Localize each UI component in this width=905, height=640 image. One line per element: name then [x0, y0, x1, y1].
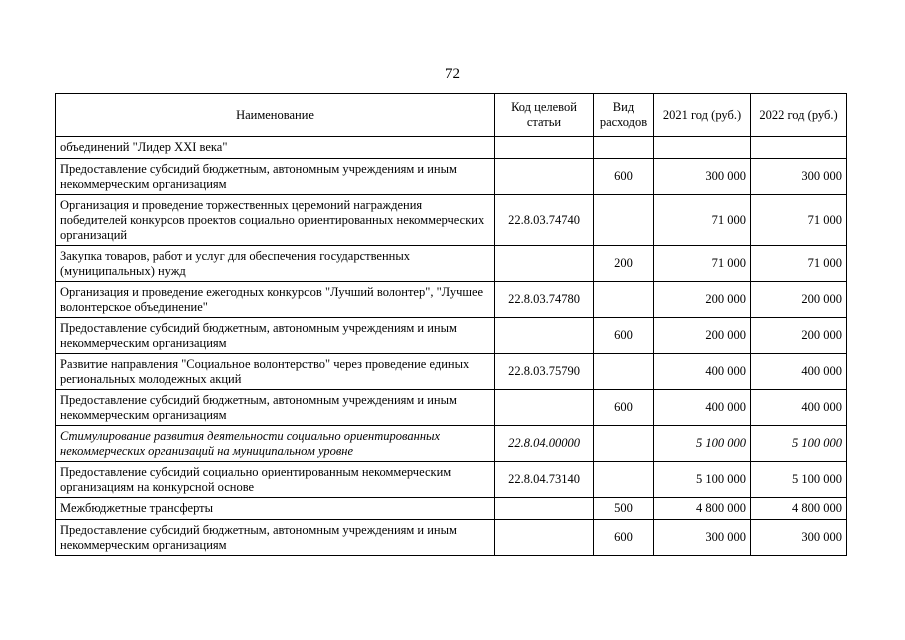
table-row — [56, 462, 847, 498]
cell-2022: 200 000 — [751, 282, 847, 318]
cell-code: 22.8.04.73140 — [495, 462, 594, 498]
header-2022: 2022 год (руб.) — [751, 94, 847, 137]
cell-name: Организация и проведение торжественных церемоний награждения победителей конкурсов проектов социально ориентированных некоммерческих организаций — [56, 195, 495, 246]
cell-name: Предоставление субсидий бюджетным, автономным учреждениям и иным некоммерческим организациям — [56, 520, 495, 556]
cell-vid: 500 — [594, 498, 654, 520]
cell-2022 — [751, 137, 847, 159]
cell-2022: 200 000 — [751, 318, 847, 354]
cell-vid — [594, 426, 654, 462]
cell-2022: 300 000 — [751, 159, 847, 195]
cell-vid — [594, 462, 654, 498]
table-row — [56, 159, 847, 195]
cell-vid: 600 — [594, 390, 654, 426]
cell-name: Предоставление субсидий бюджетным, автономным учреждениям и иным некоммерческим организациям — [56, 390, 495, 426]
cell-2021: 71 000 — [654, 195, 751, 246]
cell-vid: 600 — [594, 520, 654, 556]
cell-2022: 71 000 — [751, 246, 847, 282]
cell-2021: 200 000 — [654, 318, 751, 354]
cell-name: Организация и проведение ежегодных конкурсов "Лучший волонтер", "Лучшее волонтерское объединение" — [56, 282, 495, 318]
cell-code — [495, 246, 594, 282]
header-name: Наименование — [56, 94, 495, 137]
cell-code: 22.8.03.74740 — [495, 195, 594, 246]
cell-2022: 5 100 000 — [751, 462, 847, 498]
cell-name: Развитие направления "Социальное волонтерство" через проведение единых региональных молодежных акций — [56, 354, 495, 390]
header-code: Код целевой статьи — [495, 94, 594, 137]
cell-vid — [594, 137, 654, 159]
cell-code: 22.8.03.74780 — [495, 282, 594, 318]
cell-vid — [594, 282, 654, 318]
cell-name: Предоставление субсидий социально ориентированным некоммерческим организациям на конкурсной основе — [56, 462, 495, 498]
cell-code — [495, 498, 594, 520]
table-row — [56, 426, 847, 462]
cell-2021: 71 000 — [654, 246, 751, 282]
cell-name: объединений "Лидер XXI века" — [56, 137, 495, 159]
cell-2022: 400 000 — [751, 354, 847, 390]
table-row — [56, 246, 847, 282]
table-row — [56, 282, 847, 318]
cell-name: Межбюджетные трансферты — [56, 498, 495, 520]
table-row — [56, 354, 847, 390]
cell-2021 — [654, 137, 751, 159]
table-row — [56, 498, 847, 520]
header-vid: Вид расходов — [594, 94, 654, 137]
cell-2022: 5 100 000 — [751, 426, 847, 462]
cell-name: Закупка товаров, работ и услуг для обеспечения государственных (муниципальных) нужд — [56, 246, 495, 282]
cell-vid — [594, 195, 654, 246]
header-2021: 2021 год (руб.) — [654, 94, 751, 137]
cell-vid: 600 — [594, 159, 654, 195]
cell-code — [495, 159, 594, 195]
cell-code: 22.8.03.75790 — [495, 354, 594, 390]
cell-name: Предоставление субсидий бюджетным, автономным учреждениям и иным некоммерческим организациям — [56, 159, 495, 195]
cell-2022: 300 000 — [751, 520, 847, 556]
table-header-row — [56, 94, 847, 137]
cell-2021: 5 100 000 — [654, 462, 751, 498]
table-row — [56, 137, 847, 159]
table-row — [56, 390, 847, 426]
cell-2021: 4 800 000 — [654, 498, 751, 520]
cell-vid — [594, 354, 654, 390]
cell-2021: 200 000 — [654, 282, 751, 318]
cell-code: 22.8.04.00000 — [495, 426, 594, 462]
cell-vid: 200 — [594, 246, 654, 282]
cell-code — [495, 520, 594, 556]
budget-table — [55, 93, 847, 556]
table-row — [56, 195, 847, 246]
cell-2022: 400 000 — [751, 390, 847, 426]
table-row — [56, 520, 847, 556]
cell-code — [495, 318, 594, 354]
cell-2021: 300 000 — [654, 159, 751, 195]
cell-2022: 4 800 000 — [751, 498, 847, 520]
cell-2021: 5 100 000 — [654, 426, 751, 462]
cell-2021: 400 000 — [654, 354, 751, 390]
cell-code — [495, 390, 594, 426]
table-row — [56, 318, 847, 354]
cell-name: Стимулирование развития деятельности социально ориентированных некоммерческих организаций на муниципальном уровне — [56, 426, 495, 462]
cell-code — [495, 137, 594, 159]
cell-2021: 400 000 — [654, 390, 751, 426]
page-number: 72 — [445, 66, 460, 82]
cell-2022: 71 000 — [751, 195, 847, 246]
cell-2021: 300 000 — [654, 520, 751, 556]
cell-name: Предоставление субсидий бюджетным, автономным учреждениям и иным некоммерческим организациям — [56, 318, 495, 354]
cell-vid: 600 — [594, 318, 654, 354]
